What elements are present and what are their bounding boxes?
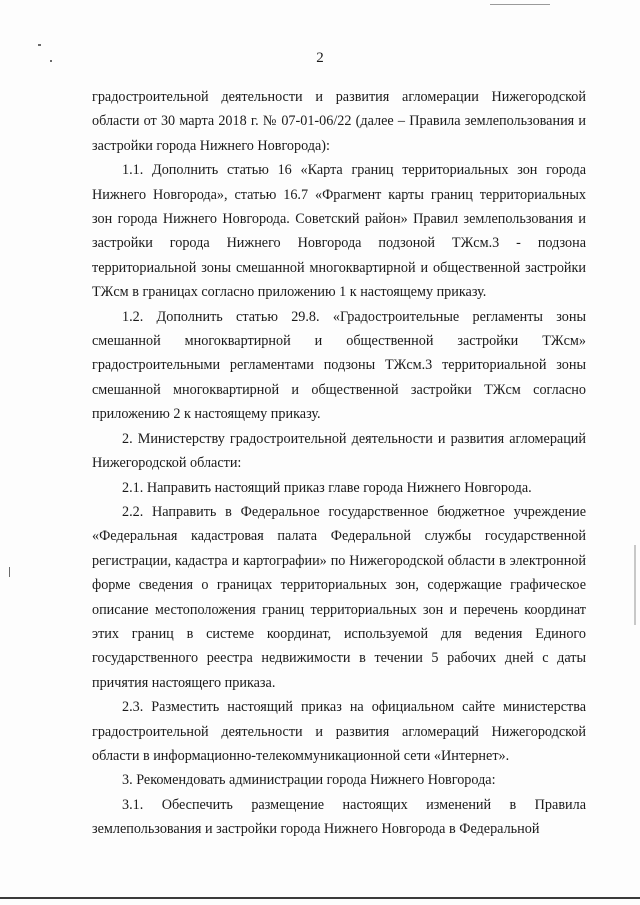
paragraph-intro: градостроительной деятельности и развития агломерации Нижегородской области от 30 марта 2018 г. № 07-01-06/22 (далее – Правила землепользования и застройки города Нижнего Новгорода): xyxy=(92,89,586,154)
paragraph-2-1: 2.1. Направить настоящий приказ главе города Нижнего Новгорода. xyxy=(122,479,532,496)
scan-bottom-edge xyxy=(0,897,640,899)
paragraph-2-2: 2.2. Направить в Федеральное государственное бюджетное учреждение «Федеральная кадастровая палата Федеральной службы государственной регистрации, кадастра и картографии» по Нижегородской области в электронной форме сведения о границах территориальных зон, содержащие графическое описание местоположения границ территориальных зон и перечень координат этих границ в системе координат, используемой для ведения Единого государственного реестра недвижимости в течении 5 рабочих дней с даты причятия настоящего приказа. xyxy=(92,503,586,691)
paragraph-2-3: 2.3. Разместить настоящий приказ на официальном сайте министерства градостроительной деятельности и развития агломераций Нижегородской области в информационно-телекоммуникационной сети «Интернет». xyxy=(92,699,586,764)
scan-speck xyxy=(38,44,41,46)
scan-artifact-line xyxy=(490,4,550,5)
paragraph-2: 2. Министерству градостроительной деятельности и развития агломераций Нижегородской области: xyxy=(92,430,586,472)
paragraph-1-1: 1.1. Дополнить статью 16 «Карта границ территориальных зон города Нижнего Новгорода», статью 16.7 «Фрагмент карты границ территориальных зон города Нижнего Новгорода. Советский район» Правил землепользования и застройки города Нижнего Новгорода подзоной ТЖсм.3 - подзона территориальной зоны смешанной многоквартирной и общественной застройки ТЖсм в границах согласно приложению 1 к настоящему приказу. xyxy=(92,162,586,301)
paragraph-1-2: 1.2. Дополнить статью 29.8. «Градостроительные регламенты зоны смешанной многоквартирной и общественной застройки ТЖсм» градостроительными регламентами подзоны ТЖсм.3 территориальной зоны смешанной многоквартирной и общественной застройки ТЖсм согласно приложению 2 к настоящему приказу. xyxy=(92,308,586,423)
paragraph-3-1: 3.1. Обеспечить размещение настоящих изменений в Правила землепользования и застройки города Нижнего Новгорода в Федеральной xyxy=(92,796,586,838)
scan-edge-shadow xyxy=(634,545,636,625)
document-body xyxy=(92,85,586,842)
paragraph-3: 3. Рекомендовать администрации города Нижнего Новгорода: xyxy=(122,772,496,789)
page-number: 2 xyxy=(316,50,324,66)
scan-speck xyxy=(9,567,10,577)
